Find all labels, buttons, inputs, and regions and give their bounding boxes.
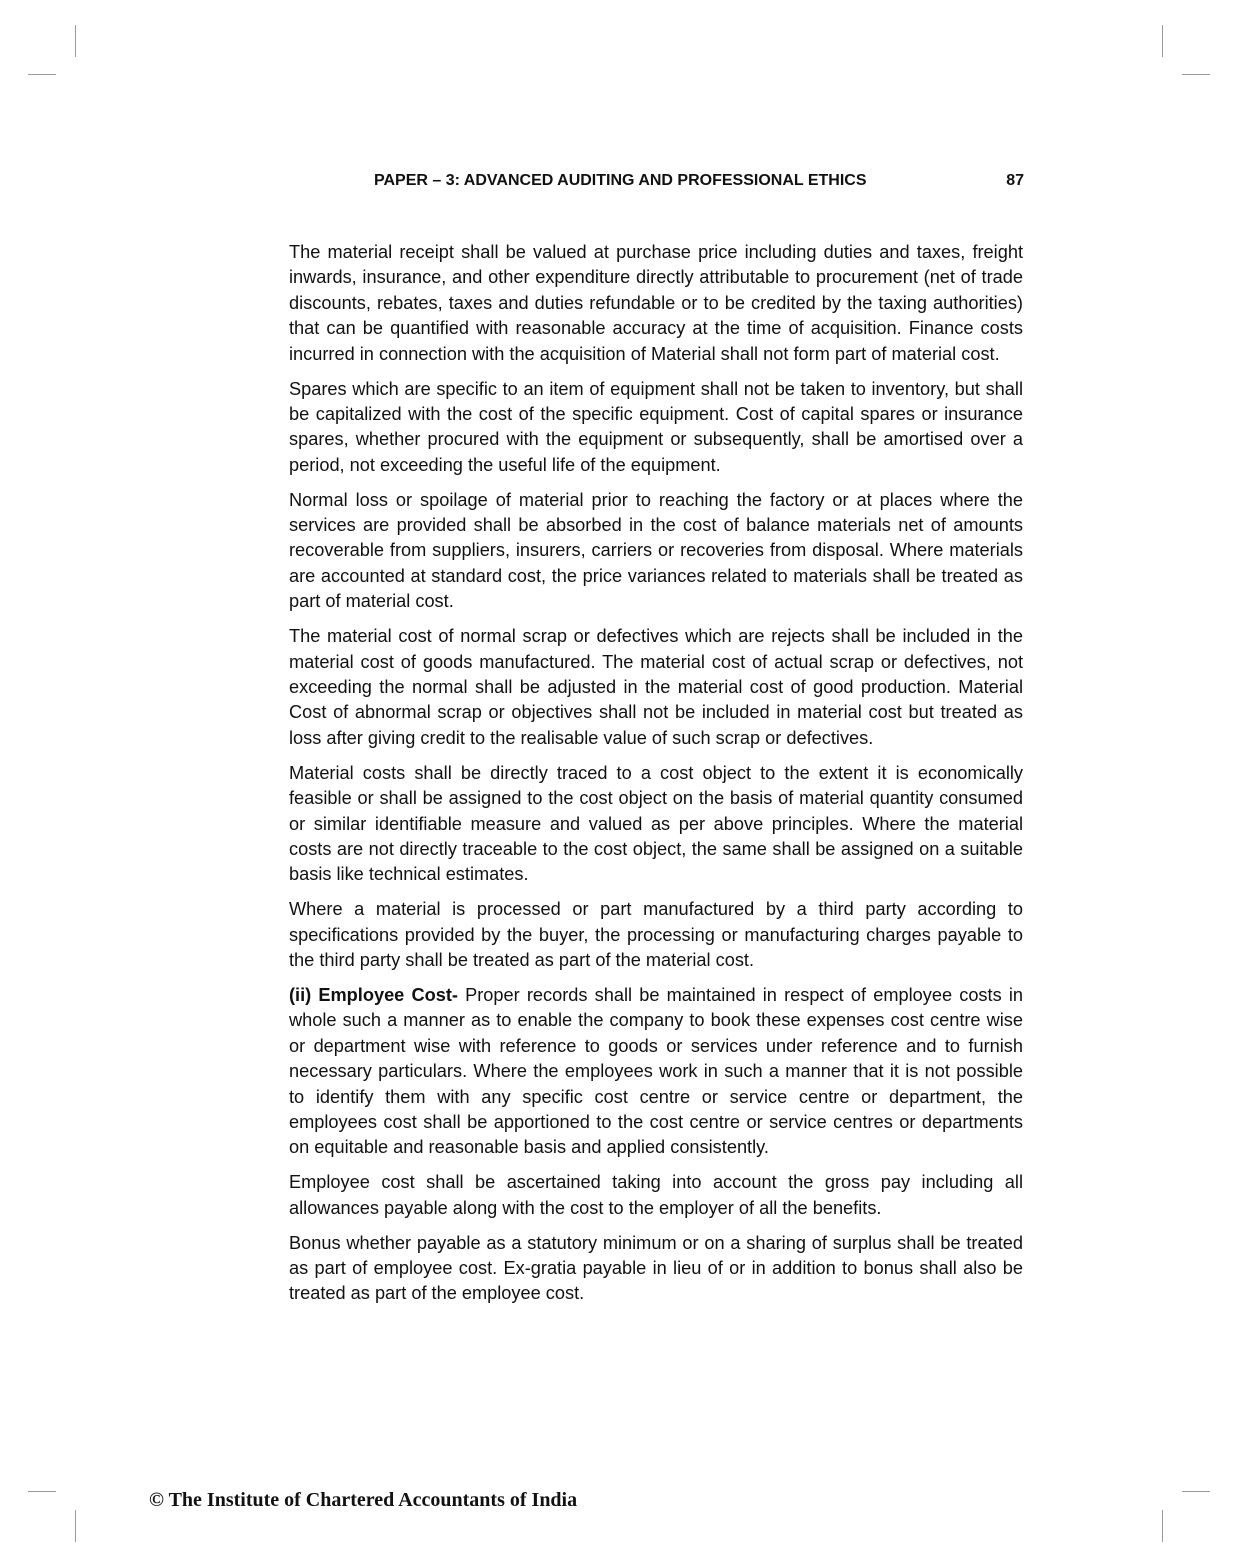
crop-mark-bottom-left-horizontal [28, 1491, 56, 1492]
document-body [289, 240, 1023, 1316]
header-title: PAPER – 3: ADVANCED AUDITING AND PROFESSIONAL ETHICS [374, 172, 867, 189]
page-header [374, 172, 1024, 194]
paragraph-cost-tracing: Material costs shall be directly traced to a cost object to the extent it is economically feasible or shall be assigned to the cost object on the basis of material quantity consumed or similar identifiable measure and valued as per above principles. Where the material costs are not directly traceable to the cost object, the same shall be assigned on a suitable basis like technical estimates. [289, 762, 1023, 885]
paragraph-employee-cost-ascertained: Employee cost shall be ascertained taking into account the gross pay including all allowances payable along with the cost to the employer of all the benefits. [289, 1172, 1023, 1218]
paragraph-scrap: The material cost of normal scrap or defectives which are rejects shall be included in the material cost of goods manufactured. The material cost of actual scrap or defectives, not exceeding the normal shall be adjusted in the material cost of good production. Material Cost of abnormal scrap or objectives shall not be included in material cost but treated as loss after giving credit to the realisable value of such scrap or defectives. [289, 626, 1023, 748]
page-number: 87 [1006, 172, 1024, 189]
paragraph-normal-loss: Normal loss or spoilage of material prior to reaching the factory or at places where the services are provided shall be absorbed in the cost of balance materials net of amounts recoverable from suppliers, insurers, carriers or recoveries from disposal. Where materials are accounted at standard cost, the price variances related to materials shall be treated as part of material cost. [289, 489, 1023, 612]
crop-mark-top-left-vertical [75, 25, 76, 57]
paragraph-employee-cost [289, 983, 1023, 1161]
paragraph-material-receipt: The material receipt shall be valued at purchase price including duties and taxes, freight inwards, insurance, and other expenditure directly attributable to procurement (net of trade discounts, rebates, taxes and duties refundable or to be credited by the taxing authorities) that can be quantified with reasonable accuracy at the time of acquisition. Finance costs incurred in connection with the acquisition of Material shall not form part of material cost. [289, 242, 1023, 364]
copyright-footer: © The Institute of Chartered Accountants of India [149, 1489, 578, 1511]
crop-mark-top-right-vertical [1162, 25, 1163, 57]
crop-mark-bottom-left-vertical [75, 1510, 76, 1542]
crop-mark-bottom-right-horizontal [1182, 1491, 1210, 1492]
crop-mark-bottom-right-vertical [1162, 1510, 1163, 1542]
paragraph-third-party: Where a material is processed or part manufactured by a third party according to specifications provided by the buyer, the processing or manufacturing charges payable to the third party shall be treated as part of the material cost. [289, 899, 1023, 971]
crop-mark-top-right-horizontal [1182, 74, 1210, 75]
crop-mark-top-left-horizontal [28, 74, 56, 75]
paragraph-spares: Spares which are specific to an item of equipment shall not be taken to inventory, but shall be capitalized with the cost of the specific equipment. Cost of capital spares or insurance spares, whether procured with the equipment or subsequently, shall be amortised over a period, not exceeding the useful life of the equipment. [289, 378, 1023, 475]
employee-cost-heading: (ii) Employee Cost- [289, 984, 458, 1005]
employee-cost-text: Proper records shall be maintained in respect of employee costs in whole such a manner as to enable the company to book these expenses cost centre wise or department wise with reference to goods or services under reference and to furnish necessary particulars. Where the employees work in such a manner that it is not possible to identify them with any specific cost centre or service centre or department, the employees cost shall be apportioned to the cost centre or service centres or departments on equitable and reasonable basis and applied consistently. [289, 984, 1023, 1158]
paragraph-bonus: Bonus whether payable as a statutory minimum or on a sharing of surplus shall be treated as part of employee cost. Ex-gratia payable in lieu of or in addition to bonus shall also be treated as part of the employee cost. [289, 1232, 1023, 1304]
